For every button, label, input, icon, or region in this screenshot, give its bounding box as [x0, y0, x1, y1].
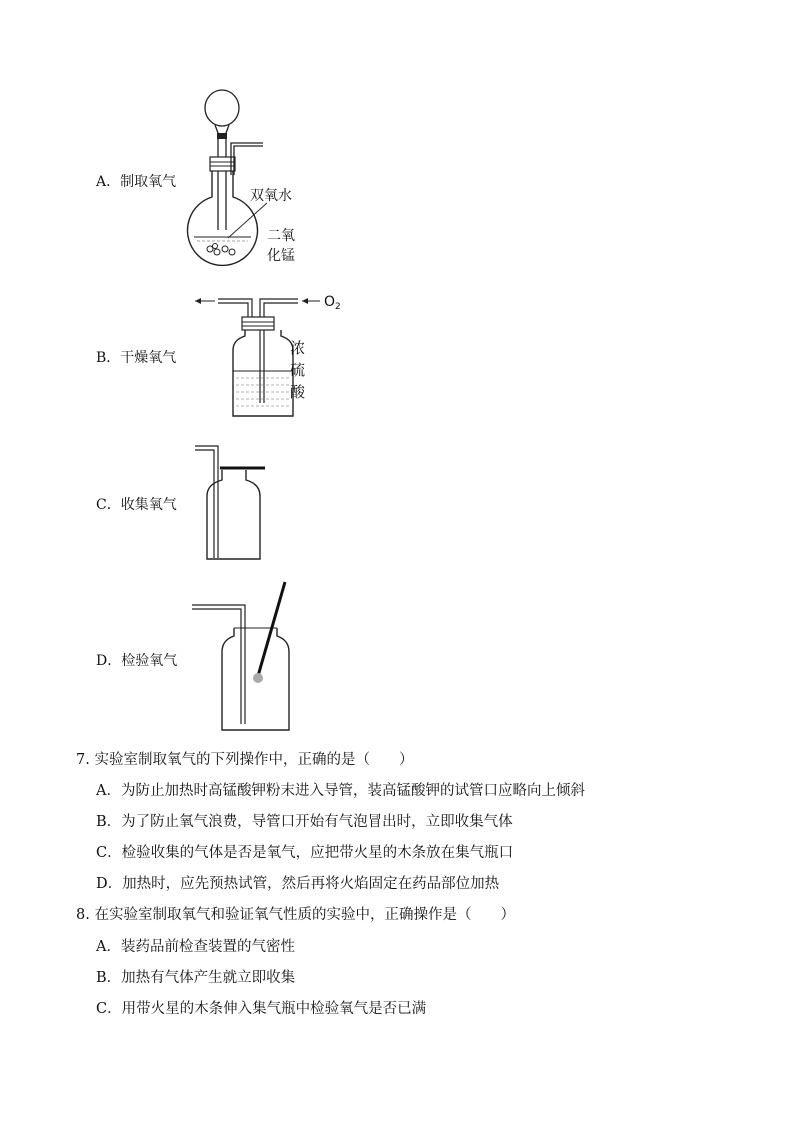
option-a-label: A．制取氧气	[96, 174, 177, 190]
figure-a-oxygen-generation	[185, 85, 325, 270]
option-b-label: B．干燥氧气	[96, 350, 177, 366]
annotation-conc: 浓	[290, 339, 306, 357]
question-7-option-c: C．检验收集的气体是否是氧气，应把带火星的木条放在集气瓶口	[96, 845, 514, 861]
question-8-stem: 8. 在实验室制取氧气和验证氧气性质的实验中，正确操作是（ ）	[76, 907, 515, 923]
option-c-label: C．收集氧气	[96, 497, 177, 513]
question-8-option-a: A．装药品前检查装置的气密性	[96, 939, 295, 955]
figure-d-testing-oxygen	[190, 578, 300, 733]
figure-b-drying-oxygen	[190, 288, 350, 420]
question-7-stem: 7. 实验室制取氧气的下列操作中，正确的是（ ）	[76, 752, 414, 768]
annotation-mno2-line1: 二氧	[267, 228, 295, 244]
annotation-sulfuric: 硫	[290, 361, 306, 379]
option-d-label: D．检验氧气	[96, 653, 178, 669]
question-8-option-c: C．用带火星的木条伸入集气瓶中检验氧气是否已满	[96, 1001, 427, 1017]
question-7-option-b: B．为了防止氧气浪费，导管口开始有气泡冒出时，立即收集气体	[96, 814, 513, 830]
annotation-acid: 酸	[290, 383, 306, 401]
annotation-hydrogen-peroxide: 双氧水	[250, 188, 292, 204]
gas-o2-label: $O_2$	[324, 294, 341, 312]
annotation-mno2-line2: 化锰	[267, 248, 295, 264]
figure-c-collecting-oxygen	[190, 440, 280, 565]
question-7-option-d: D．加热时，应先预热试管，然后再将火焰固定在药品部位加热	[96, 876, 500, 892]
question-7-option-a: A．为防止加热时高锰酸钾粉末进入导管，装高锰酸钾的试管口应略向上倾斜	[96, 783, 585, 799]
question-8-option-b: B．加热有气体产生就立即收集	[96, 970, 296, 986]
